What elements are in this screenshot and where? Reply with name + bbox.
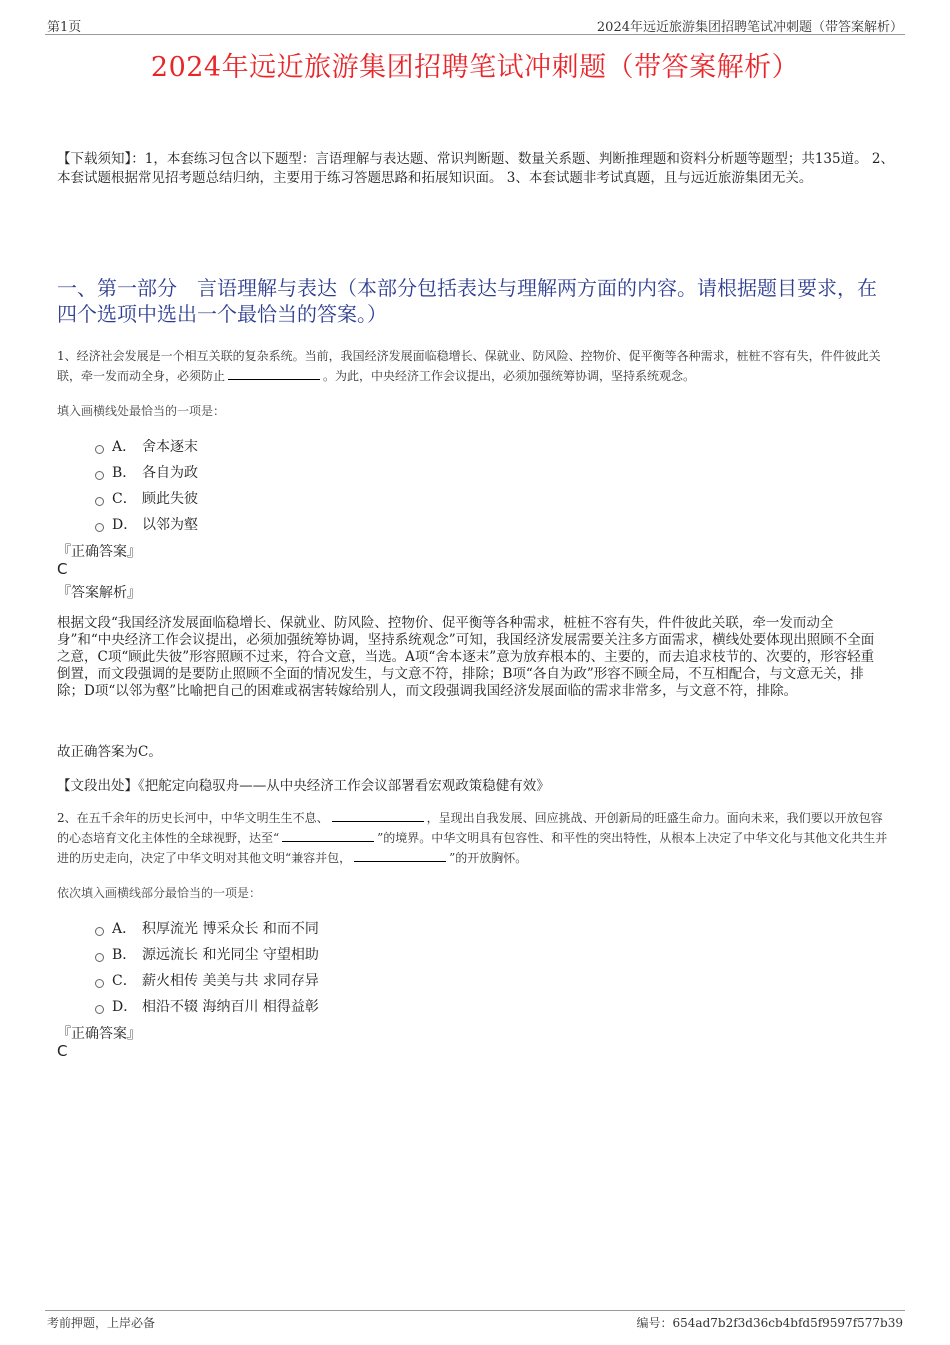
question-1-analysis-label: 『答案解析』 [57,585,141,601]
footer-doc-id: 编号：654ad7b2f3d36cb4bfd5f9597f577b39 [636,1316,903,1330]
question-1-text [57,346,892,386]
header-page-number: 第1页 [47,20,82,35]
radio-icon[interactable] [95,445,104,454]
radio-icon[interactable] [95,927,104,936]
question-1-conclusion: 故正确答案为C。 [57,744,162,760]
question-2-blank-2 [282,829,374,842]
question-2-text: 2、在五千余年的历史长河中，中华文明生生不息、 ，呈现出自我发展、回应挑战、开创新局的旺盛生命力。面向未来，我们要以开放包容的心态培育文化主体性的全球视野，达至“ ”的境界。中华文明具有包容性、和平性的突出特性，从根本上决定了中华文化与其他文化共生并进的历史走向，决定了中华文明对其他文明“兼容并包， ”的开放胸怀。 [57,811,888,865]
question-1-prompt: 填入画横线处最恰当的一项是： [57,404,226,418]
question-1-option-b[interactable]: B． 各自为政 [95,459,198,485]
question-2-option-c[interactable]: C． 薪火相传 美美与共 求同存异 [95,967,319,993]
question-1-analysis: 根据文段“我国经济发展面临稳增长、保就业、防风险、控物价、促平衡等各种需求，桩桩不容有失，件件彼此关联，牵一发而动全身”和“中央经济工作会议提出，必须加强统筹协调，坚持系统观念”可知，我国经济发展需要关注多方面需求，横线处要体现出照顾不全面之意，C项“顾此失彼”形容照顾不过来，符合文意，当选。A项“舍本逐末”意为放弃根本的、主要的，而去追求枝节的、次要的，形容轻重倒置，而文段强调的是要防止照顾不全面的情况发生，与文意不符，排除；B项“各自为政”形容不顾全局，不互相配合，与文意无关，排除；D项“以邻为壑”比喻把自己的困难或祸害转嫁给别人，而文段强调我国经济发展面临的需求非常多，与文意不符，排除。 [57,615,875,699]
footer-divider [45,1310,905,1311]
question-2-options [95,915,319,1019]
question-1-answer-label: 『正确答案』 [57,544,141,560]
question-1-blank [228,367,320,380]
question-1-text-b: 。为此，中央经济工作会议提出，必须加强统筹协调，坚持系统观念。 [323,369,696,383]
question-2-prompt: 依次填入画横线部分最恰当的一项是： [57,886,262,900]
question-2-option-d[interactable]: D． 相沿不辍 海纳百川 相得益彰 [95,993,319,1019]
page-title: 2024年远近旅游集团招聘笔试冲刺题（带答案解析） [150,52,800,83]
radio-icon[interactable] [95,1005,104,1014]
radio-icon[interactable] [95,523,104,532]
question-1-option-d[interactable]: D． 以邻为壑 [95,511,198,537]
question-2-answer: C [57,1042,68,1060]
download-notice: 【下载须知】：1，本套练习包含以下题型：言语理解与表达题、常识判断题、数量关系题、判断推理题和资料分析题等题型；共135道。 2、本套试题根据常见招考题总结归纳，主要用于练习答题思路和拓展知识面。 3、本套试题非考试真题，且与远近旅游集团无关。 [57,151,894,186]
question-2-blank-3 [354,849,446,862]
header-divider [45,34,905,35]
question-1-options [95,433,198,537]
radio-icon[interactable] [95,979,104,988]
question-1-source: 【文段出处】《把舵定向稳驭舟——从中央经济工作会议部署看宏观政策稳健有效》 [57,778,550,794]
footer-slogan: 考前押题，上岸必备 [47,1316,156,1330]
question-1-option-a[interactable]: A． 舍本逐末 [95,433,198,459]
section-heading: 一、第一部分 言语理解与表达（本部分包括表达与理解两方面的内容。请根据题目要求，在四个选项中选出一个最恰当的答案。） [57,276,877,326]
radio-icon[interactable] [95,497,104,506]
question-1-answer: C [57,560,68,578]
header-doc-title: 2024年远近旅游集团招聘笔试冲刺题（带答案解析） [596,20,903,35]
radio-icon[interactable] [95,471,104,480]
radio-icon[interactable] [95,953,104,962]
question-2-option-a[interactable]: A． 积厚流光 博采众长 和而不同 [95,915,319,941]
question-2-answer-label: 『正确答案』 [57,1026,141,1042]
question-2-blank-1 [332,809,424,822]
question-1-text-a: 1、经济社会发展是一个相互关联的复杂系统。当前，我国经济发展面临稳增长、保就业、防风险、控物价、促平衡等各种需求，桩桩不容有失，件件彼此关联，牵一发而动全身，必须防止 [57,349,881,383]
question-2-option-b[interactable]: B． 源远流长 和光同尘 守望相助 [95,941,319,967]
question-1-option-c[interactable]: C． 顾此失彼 [95,485,198,511]
